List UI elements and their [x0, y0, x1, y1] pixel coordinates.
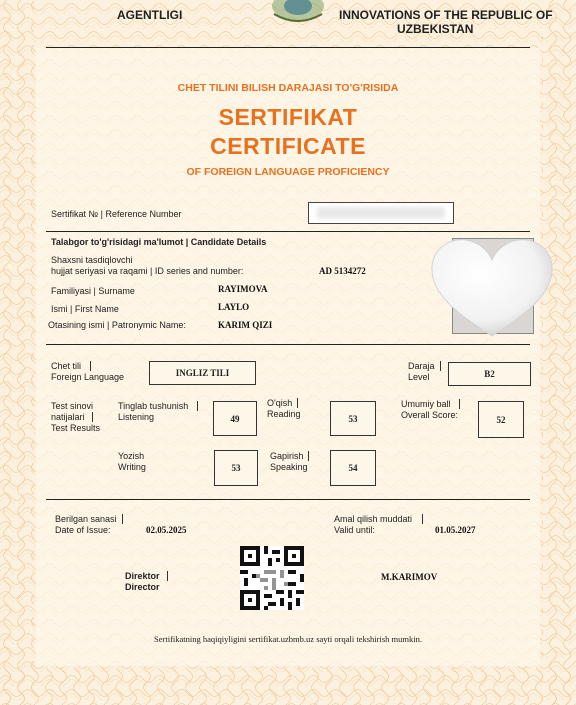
- separator: [308, 451, 309, 461]
- issue-date-label-1: Berilgan sanasi: [55, 514, 117, 524]
- first-name-value: LAYLO: [218, 302, 250, 312]
- director-name: M.KARIMOV: [381, 572, 438, 582]
- separator: [459, 399, 460, 409]
- patronymic-label: Otasining ismi | Patronymic Name:: [48, 320, 186, 330]
- writing-label-2: Writing: [118, 462, 146, 472]
- header-right-line1: INNOVATIONS OF THE REPUBLIC OF: [339, 8, 553, 22]
- subtitle-uz: CHET TILINI BILISH DARAJASI TO'G'RISIDA: [177, 82, 399, 94]
- speaking-label-1: Gapirish: [270, 451, 304, 461]
- listening-label-1: Tinglab tushunish: [118, 401, 189, 411]
- candidate-divider: [46, 344, 530, 345]
- patronymic-value: KARIM QIZI: [218, 320, 273, 330]
- director-label-2: Director: [125, 582, 160, 592]
- level-label-1: Daraja: [408, 361, 435, 371]
- separator: [90, 361, 91, 371]
- level-value: B2: [448, 362, 531, 386]
- issue-date-value: 02.05.2025: [146, 525, 187, 535]
- surname-value: RAYIMOVA: [218, 284, 268, 294]
- valid-until-label-1: Amal qilish muddati: [334, 514, 413, 524]
- issue-date-label-2: Date of Issue:: [55, 525, 111, 535]
- language-label-1: Chet tili: [51, 361, 82, 371]
- speaking-score: 54: [330, 450, 376, 486]
- writing-label-1: Yozish: [118, 451, 145, 461]
- reference-redacted: [317, 207, 445, 219]
- header-right-line2: UZBEKISTAN: [397, 22, 474, 36]
- results-divider: [46, 499, 530, 500]
- valid-until-label-2: Valid until:: [334, 525, 375, 535]
- reading-label-2: Reading: [267, 409, 301, 419]
- separator: [167, 571, 168, 581]
- emblem-icon: [268, 0, 328, 22]
- valid-until-value: 01.05.2027: [435, 525, 476, 535]
- title-uz: SERTIFIKAT: [218, 104, 358, 130]
- reference-number-field: [308, 202, 454, 224]
- language-label-2: Foreign Language: [51, 372, 125, 382]
- overall-label-2: Overall Score:: [401, 410, 459, 420]
- results-label-2: natijalari: [51, 412, 85, 422]
- separator: [92, 412, 93, 422]
- header-left-text: AGENTLIGI: [117, 8, 183, 22]
- reading-score: 53: [330, 401, 376, 436]
- id-label-1: Shaxsni tasdiqlovchi: [51, 255, 133, 265]
- reference-label: Sertifikat № | Reference Number: [51, 209, 182, 219]
- overall-label-1: Umumiy ball: [401, 399, 451, 409]
- speaking-label-2: Speaking: [270, 462, 308, 472]
- subtitle-en: OF FOREIGN LANGUAGE PROFICIENCY: [186, 166, 390, 178]
- title-en: CERTIFICATE: [210, 133, 366, 159]
- listening-score: 49: [213, 401, 257, 436]
- id-value: AD 5134272: [319, 266, 366, 276]
- header-divider: [46, 47, 530, 48]
- results-label-1: Test sinovi: [51, 401, 94, 411]
- listening-label-2: Listening: [118, 412, 155, 422]
- surname-label: Familiyasi | Surname: [51, 286, 135, 296]
- first-name-label: Ismi | First Name: [51, 304, 119, 314]
- separator: [297, 398, 298, 408]
- separator: [422, 514, 423, 524]
- separator: [197, 401, 198, 411]
- writing-score: 53: [214, 450, 258, 486]
- reference-divider: [46, 231, 530, 232]
- id-label-2: hujjat seriyasi va raqami | ID series and number:: [51, 266, 244, 276]
- verification-note: Sertifikatning haqiqiyligini sertifikat.uzbmb.uz sayti orqali tekshirish mumkin.: [154, 634, 422, 644]
- language-value: INGLIZ TILI: [149, 361, 256, 385]
- overall-score: 52: [478, 401, 524, 438]
- qr-code-icon[interactable]: [240, 546, 304, 610]
- heart-icon: [428, 236, 556, 340]
- separator: [122, 514, 123, 524]
- candidate-heading: Talabgor to'g'risidagi ma'lumot | Candidate Details: [51, 237, 267, 247]
- results-label-3: Test Results: [51, 423, 101, 433]
- level-label-2: Level: [408, 372, 430, 382]
- reading-label-1: O'qish: [267, 398, 293, 408]
- director-label-1: Direktor: [125, 571, 160, 581]
- separator: [440, 361, 441, 371]
